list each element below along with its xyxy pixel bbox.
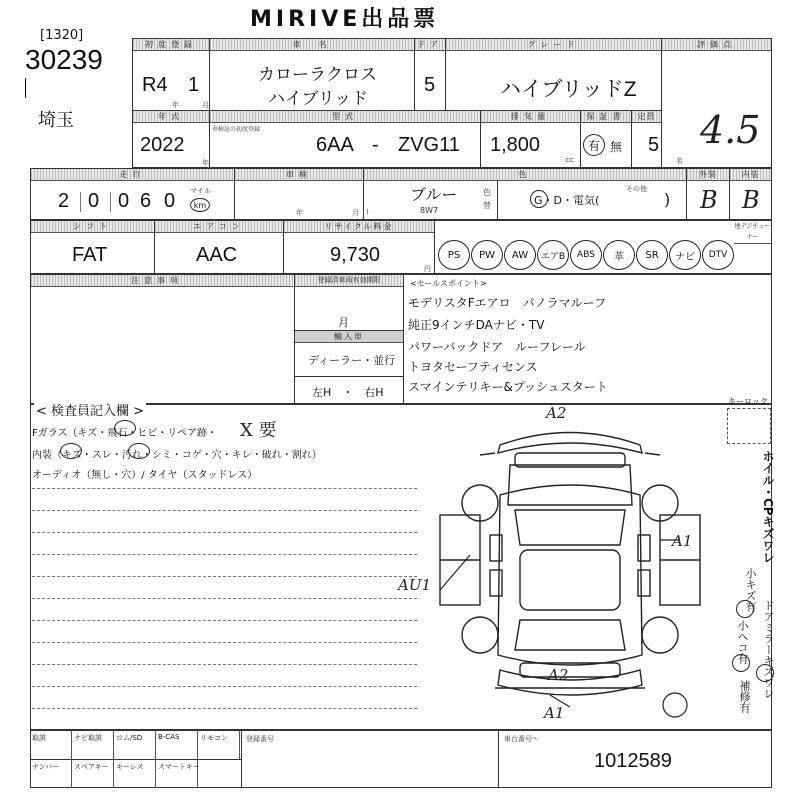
circle-mark <box>128 443 150 459</box>
hdr-mileage: 走行 <box>31 169 234 181</box>
footer-label: 取説 <box>32 734 46 742</box>
katashiki-prefix: 6AA <box>316 134 354 156</box>
grid-line <box>414 38 415 110</box>
model-year-value: 2022 <box>140 134 185 156</box>
grid-line <box>363 168 364 220</box>
mileage-unit-mile: マイル <box>190 187 211 195</box>
equipment-badge: ABS <box>570 240 602 270</box>
hdr-eval: 評価点 <box>662 39 771 51</box>
grade-value: ハイブリッドZ <box>500 78 637 101</box>
circle-mark <box>732 654 750 672</box>
footer-label: ナンバー <box>32 763 60 771</box>
hdr-shift: シフト <box>31 221 154 233</box>
recycle-value: 9,730 <box>330 244 381 266</box>
equipment-badge: SR <box>636 240 668 270</box>
equipment-badge: PS <box>438 240 470 270</box>
footer-label: ロム/SD <box>116 734 143 742</box>
grid-line <box>209 38 210 168</box>
footer-checkbox-cell <box>72 759 114 788</box>
sales-point: スマインテリキー&プッシュスタート <box>408 380 608 394</box>
grid-line <box>661 38 662 168</box>
lot-code: [1320] <box>40 28 84 43</box>
footer-checkbox-cell <box>72 730 114 759</box>
dash-line <box>32 686 417 687</box>
recycle-unit: 円 <box>424 265 431 273</box>
dash-line <box>32 510 417 511</box>
circle-mark <box>736 600 754 618</box>
grid-line <box>154 220 155 274</box>
displacement-value: 1,800 <box>490 134 541 156</box>
grid-line <box>497 180 498 220</box>
grid-line <box>498 730 499 788</box>
hdr-notes: 注意事項 <box>31 275 293 287</box>
footer-label: スマートキー <box>158 763 200 771</box>
color-code: 8W7 <box>420 206 439 215</box>
car-damage-diagram <box>420 405 720 725</box>
sales-point: トヨタセーフティセンス <box>408 360 538 374</box>
equipment-badge: エアB <box>537 240 569 270</box>
diagram-mark-left: AU1 <box>398 576 432 594</box>
hdr-exterior: 外装 <box>687 169 729 181</box>
model-year-note: 車検証の初度登録 <box>212 126 261 133</box>
grid-line <box>434 220 435 274</box>
chassis-label: 車台番号～ <box>504 735 539 743</box>
hdr-recycle: リサイクル料金 <box>284 221 434 233</box>
mileage-digit: 0 <box>164 190 176 212</box>
grid-line <box>580 110 581 168</box>
inspector-line3: オーディオ（無し・穴）/ タイヤ（スタッドレス） <box>32 470 258 481</box>
sales-point: 純正9インチDAナビ・TV <box>408 318 545 332</box>
exterior-grade: B <box>700 186 718 214</box>
hdr-aircon: エアコン <box>155 221 283 233</box>
hdr-katashiki: 型式 <box>210 111 480 123</box>
dash-line <box>32 532 417 533</box>
hdr-name: 車 名 <box>210 39 414 51</box>
mileage-unit-km: km <box>190 198 210 212</box>
footer-label: リモコン <box>200 734 228 742</box>
diagram-mark-bottom: A1 <box>544 704 565 722</box>
dash-line <box>32 642 417 643</box>
inspection-month-unit: 月 <box>352 209 359 217</box>
footer-label: スペアキー <box>74 763 109 771</box>
sales-point: モデリスタFエアロ パノラマルーフ <box>408 296 607 310</box>
inspection-paren: ) <box>366 208 369 216</box>
dash-line <box>32 664 417 665</box>
mileage-digit: 2 <box>58 190 70 212</box>
legend-col3a: 小ヘコ有 <box>736 620 749 664</box>
equipment-badge: ナビ <box>669 240 701 270</box>
interior-grade: B <box>742 186 760 214</box>
grid-line <box>294 376 404 377</box>
reg-no-label: 登録番号 <box>246 735 274 743</box>
footer-label: キーレス <box>116 763 144 771</box>
equipment-badge: AW <box>504 240 536 270</box>
fuel-other: その他 <box>626 185 647 193</box>
hdr-history: 登録済車両有効期限 <box>295 275 403 287</box>
doors-value: 5 <box>424 74 436 96</box>
lot-box <box>20 38 132 168</box>
document-title: MIRIVE出品票 <box>250 7 440 32</box>
legend-col2b: ドアミラーキズワレ <box>762 600 775 699</box>
mileage-digit: 0 <box>118 190 130 212</box>
grid-line <box>480 110 481 168</box>
hdr-grade: グレード <box>446 39 661 51</box>
shift-value: FAT <box>72 244 108 266</box>
import-label: 輸入車 <box>295 331 403 343</box>
katashiki-code: ZVG11 <box>398 134 460 156</box>
chassis-number: 1012589 <box>594 750 672 772</box>
grid-line <box>445 38 446 110</box>
sales-header: <セールスポイント> <box>410 279 487 288</box>
hdr-warranty: 保証書 <box>581 111 631 123</box>
footer-label: ナビ取説 <box>74 734 102 742</box>
history-month: 月 <box>338 316 349 329</box>
grid-line <box>234 168 235 220</box>
dash-line <box>32 576 417 577</box>
diagram-mark-rear: A2 <box>548 666 569 684</box>
dash-line <box>32 554 417 555</box>
first-reg-month: 1 <box>188 74 200 96</box>
fuel-close: ) <box>664 190 671 209</box>
warranty-no: 無 <box>610 140 623 154</box>
footer-label: B-CAS <box>158 733 180 741</box>
inspector-title: < 検査員記入欄 > <box>34 400 146 419</box>
first-reg-year-unit: 年 <box>172 101 179 109</box>
hdr-model-year: 年式 <box>133 111 209 123</box>
inspection-year-unit: 年 <box>296 209 303 217</box>
dash-line <box>32 708 417 709</box>
sales-header-label: セールスポイント <box>416 279 480 288</box>
dash-line <box>32 620 417 621</box>
model-year-unit: 年 <box>202 159 209 167</box>
diagram-mark-top: A2 <box>546 404 567 422</box>
displacement-unit: cc <box>566 156 574 164</box>
hdr-inspection: 車検 <box>235 169 363 181</box>
mileage-digit: 0 <box>88 190 100 212</box>
capacity-unit: 名 <box>676 157 683 165</box>
footer-checkbox-cell <box>114 730 156 759</box>
lot-region: 埼玉 <box>38 110 74 131</box>
dealer-text: ディーラー・並行 <box>308 354 396 367</box>
inspector-line2: 内装（キズ・スレ・汚れ・シミ・コゲ・穴・キレ・破れ・割れ） <box>32 450 322 461</box>
car-name-line1: カローラクロス <box>258 65 377 84</box>
footer-checkbox-cell <box>156 730 198 759</box>
circle-mark <box>114 420 136 436</box>
legend-col1: ホイル・CPキズワレ <box>761 450 775 564</box>
digit-sep <box>110 192 111 212</box>
footer-checkbox-cell <box>114 759 156 788</box>
first-reg-era: R4 <box>142 74 168 96</box>
color-name: ブルー <box>410 187 458 204</box>
hdr-capacity: 定員 <box>632 111 661 123</box>
footer-checkbox-cell <box>30 730 72 759</box>
circle-mark <box>60 443 82 459</box>
grid-line <box>729 168 730 220</box>
steering-text: 左H ・ 右H <box>312 386 384 399</box>
footer-checkbox-cell <box>198 730 240 759</box>
grid-line <box>403 274 404 404</box>
fuel-types: G・D・電気( <box>534 194 600 207</box>
dash-line <box>32 488 417 489</box>
lot-number: 30239 <box>25 44 103 75</box>
hdr-doors: ドア <box>415 39 445 51</box>
hdr-year: 初度登録 <box>133 39 209 51</box>
grid-line <box>686 168 687 220</box>
equipment-badge: DTV <box>702 240 734 270</box>
eval-score: 4.5 <box>700 108 761 152</box>
key-lock-box <box>727 408 771 444</box>
hdr-interior: 内装 <box>730 169 771 181</box>
circle-mark <box>756 664 774 682</box>
dash-line <box>32 598 417 599</box>
grid-line <box>631 110 632 168</box>
warranty-yes: 有 <box>583 134 605 156</box>
hdr-tuner: 地デジチューナー <box>734 221 771 244</box>
color-change-label: 色替 <box>483 188 491 210</box>
aircon-value: AAC <box>196 244 238 266</box>
mileage-digit: 6 <box>140 190 152 212</box>
sales-point: パワーバックドア ルーフレール <box>408 340 586 354</box>
legend-col3b: 補修有 <box>738 680 751 713</box>
equipment-badge: 革 <box>603 240 635 270</box>
equipment-badge: PW <box>471 240 503 270</box>
hdr-color: 色 <box>364 169 686 181</box>
inspector-line1: Fガラス（キズ・飛石・ヒビ・リペア跡・ <box>32 428 218 439</box>
windshield-note: X 要 <box>240 420 277 441</box>
grid-line <box>283 220 284 274</box>
footer-checkbox-cell <box>156 759 198 788</box>
footer-checkbox-cell <box>30 759 72 788</box>
digit-sep <box>80 192 81 212</box>
hdr-displacement: 排気量 <box>481 111 580 123</box>
katashiki-dash: - <box>372 134 379 156</box>
legend-col2a: 小キズ有 <box>744 568 757 612</box>
capacity-value: 5 <box>648 134 660 156</box>
key-lock-label: キーロック <box>728 397 768 406</box>
car-name-line2: ハイブリッド <box>268 89 369 108</box>
first-reg-month-unit: 月 <box>202 101 209 109</box>
diagram-mark-right: A1 <box>672 532 693 550</box>
